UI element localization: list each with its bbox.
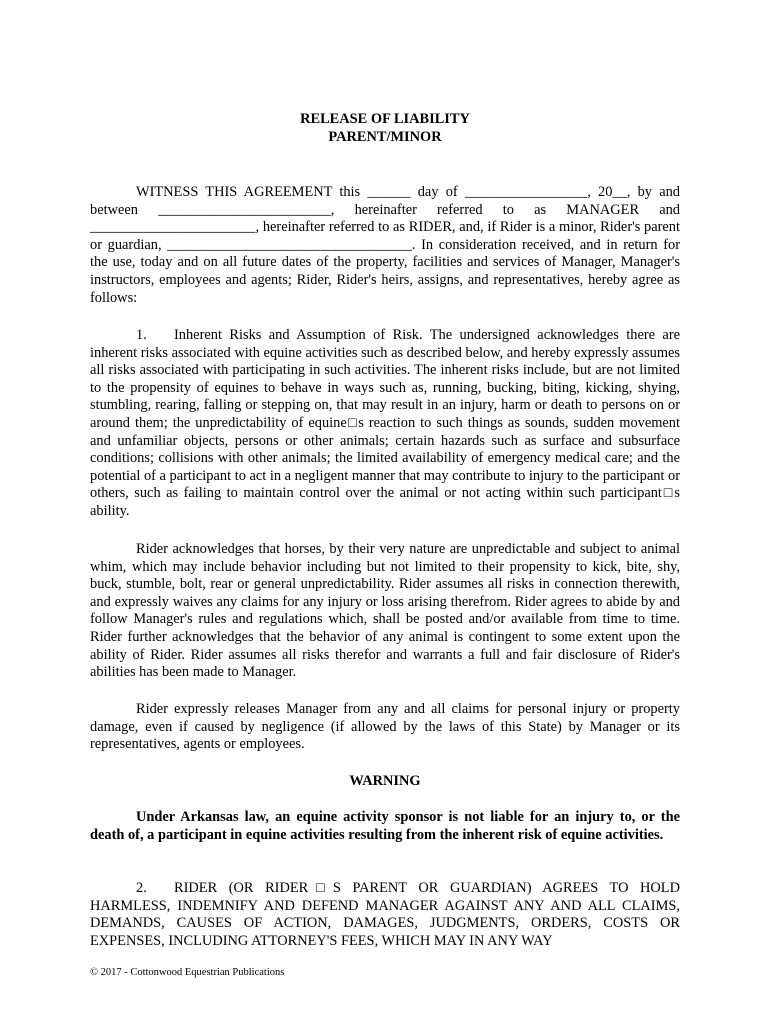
document-title: RELEASE OF LIABILITY — [300, 111, 470, 127]
intro-paragraph: WITNESS THIS AGREEMENT this ______ day of _________________, 20__, by and between ________________________, hereinafter referred to as MANAGER and _______________________, hereinafter referred to as RIDER, and, if Rider is a minor, Rider's parent or guardian, __________________________________. In consideration received, and in return for the use, today and on all future dates of the property, facilities and services of Manager, Manager's instructors, employees and agents; Rider, Rider's heirs, assigns, and representatives, hereby agree as follows: — [90, 184, 680, 306]
section-1-text: Inherent Risks and Assumption of Risk. The undersigned acknowledges there are inherent risks associated with equine activities such as described below, and hereby expressly assumes all risks associated with participating in such activities. The inherent risks include, but are not limited to the propensity of equines to behave in ways such as, running, bucking, biting, kicking, shying, stumbling, rearing, falling or stepping on, that may result in an injury, harm or death to persons on or around them; the unpredictability of equine□s reaction to such things as sounds, sudden movement and unfamiliar objects, persons or other animals; certain hazards such as surface and subsurface conditions; collisions with other animals; the limited availability of emergency medical care; and the potential of a participant to act in a negligent manner that may contribute to injury to the participant or others, such as failing to maintain control over the animal or not acting within such participant□s ability. — [90, 327, 680, 519]
footer-copyright: © 2017 - Cottonwood Equestrian Publications — [90, 967, 285, 978]
section-1-paragraph — [90, 327, 680, 521]
section-2-number: 2. — [136, 880, 147, 896]
section-1-number: 1. — [136, 327, 147, 343]
release-paragraph: Rider expressly releases Manager from any and all claims for personal injury or property damage, even if caused by negligence (if allowed by the laws of this State) by Manager or its representatives, agents or employees. — [90, 701, 680, 753]
section-2-paragraph — [90, 880, 680, 950]
warning-paragraph: Under Arkansas law, an equine activity sponsor is not liable for an injury to, or the death of, a participant in equine activities resulting from the inherent risk of equine activities. — [90, 809, 680, 843]
rider-acknowledgement-paragraph: Rider acknowledges that horses, by their very nature are unpredictable and subject to animal whim, which may include behavior including but not limited to their propensity to kick, bite, shy, buck, stumble, bolt, rear or general unpredictability. Rider assumes all risks in connection therewith, and expressly waives any claims for any injury or loss arising therefrom. Rider agrees to abide by and follow Manager's rules and regulations which, shall be posted and/or available from time to time. Rider further acknowledges that the behavior of any animal is contingent to some extent upon the ability of Rider. Rider assumes all risks therefor and warrants a full and fair disclosure of Rider's abilities has been made to Manager. — [90, 541, 680, 681]
section-2-text: RIDER (OR RIDER□S PARENT OR GUARDIAN) AGREES TO HOLD HARMLESS, INDEMNIFY AND DEFEND MANAGER AGAINST ANY AND ALL CLAIMS, DEMANDS, CAUSES OF ACTION, DAMAGES, JUDGMENTS, ORDERS, COSTS OR EXPENSES, INCLUDING ATTORNEY'S FEES, WHICH MAY IN ANY WAY — [90, 880, 680, 949]
warning-heading: WARNING — [349, 773, 421, 789]
document-subtitle: PARENT/MINOR — [328, 129, 442, 145]
